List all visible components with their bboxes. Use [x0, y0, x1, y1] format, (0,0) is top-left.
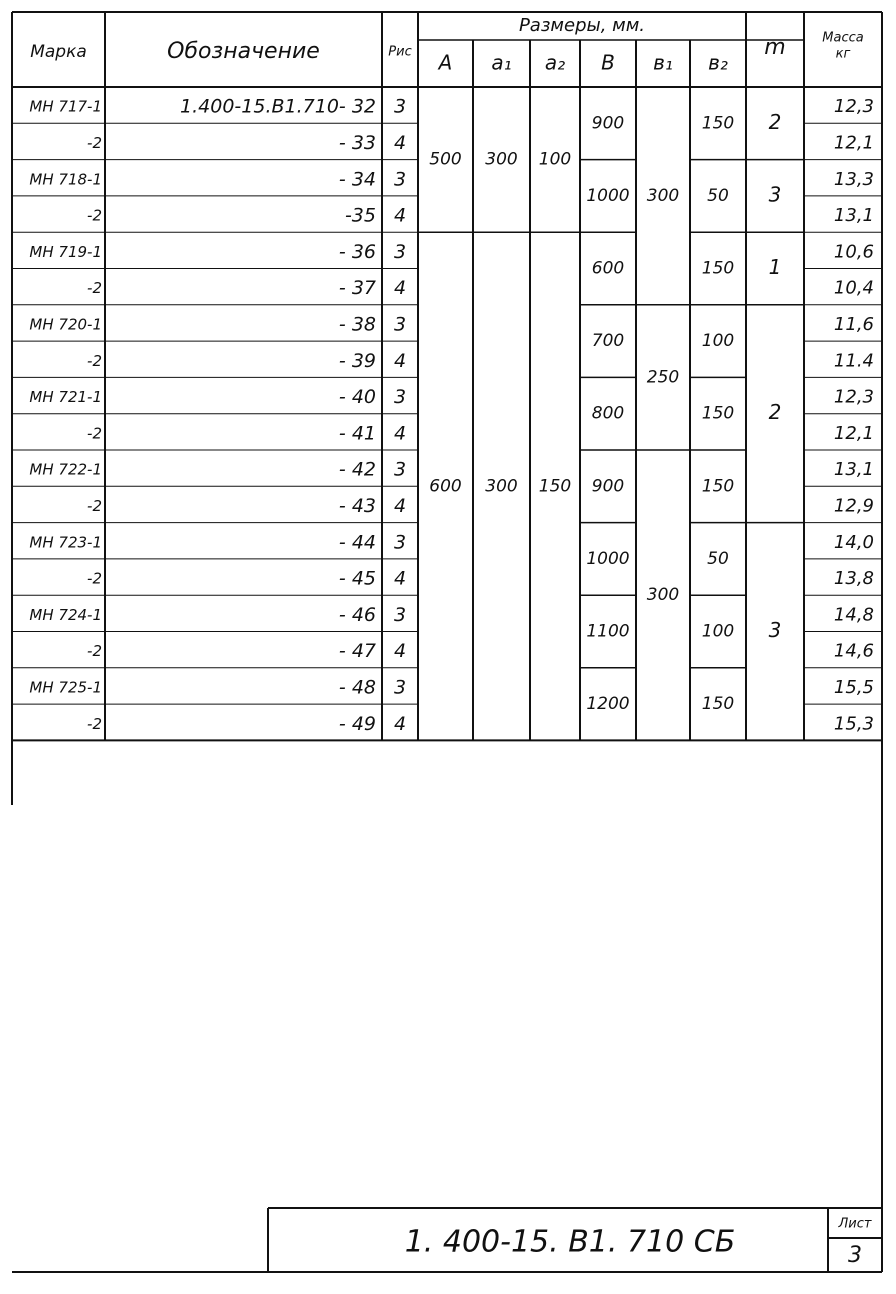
row-oboznachenie: - 40: [338, 386, 376, 409]
row-mass: 14,6: [833, 640, 874, 662]
cell-m: 3: [768, 618, 782, 642]
header-m: m: [764, 35, 786, 60]
row-mass: 10,6: [833, 241, 874, 263]
row-oboznachenie: - 49: [338, 712, 376, 735]
cell-a: 500: [429, 149, 462, 170]
cell-b2: 150: [701, 476, 735, 497]
cell-b2: 150: [701, 694, 735, 715]
row-mass: 12,1: [833, 422, 874, 444]
row-mass: 13,1: [833, 205, 874, 227]
row-ris: 3: [393, 240, 407, 263]
cell-b2: 100: [701, 621, 735, 642]
row-ris: 3: [393, 313, 407, 336]
cell-a1: 300: [485, 149, 518, 170]
cell-a2: 100: [538, 149, 572, 170]
header-col-6: в₂: [708, 50, 728, 75]
row-mass: 13,1: [833, 459, 874, 481]
row-ris: 4: [393, 131, 407, 154]
header-marka: Марка: [30, 42, 87, 62]
drawing-code: 1. 400-15. В1. 710 СБ: [404, 1224, 736, 1260]
cell-b2: 50: [707, 185, 729, 206]
row-marka: -2: [87, 351, 102, 370]
header-col-5: в₁: [653, 50, 673, 75]
cell-b: 900: [591, 113, 625, 134]
row-oboznachenie: - 48: [338, 676, 376, 699]
cell-a: 600: [429, 476, 462, 497]
cell-b1: 300: [646, 585, 680, 606]
row-oboznachenie: - 44: [338, 531, 376, 554]
cell-m: 3: [768, 182, 782, 207]
header-massa-unit: кг: [835, 46, 851, 62]
row-oboznachenie: - 38: [338, 313, 376, 336]
row-ris: 3: [393, 95, 407, 118]
cell-b: 1000: [586, 548, 630, 569]
row-mass: 10,4: [833, 277, 874, 299]
row-mass: 13,3: [833, 168, 874, 190]
row-oboznachenie: - 43: [338, 494, 376, 517]
row-oboznachenie: - 39: [338, 349, 376, 372]
row-marka: -2: [87, 206, 102, 225]
header-massa: Масса: [822, 30, 864, 46]
cell-b: 800: [591, 403, 625, 424]
row-ris: 4: [393, 349, 407, 372]
row-marka: -2: [87, 642, 102, 661]
row-ris: 4: [393, 277, 407, 300]
row-oboznachenie: - 42: [338, 458, 376, 481]
row-oboznachenie: - 47: [338, 640, 376, 663]
row-marka: МН 725-1: [29, 678, 102, 697]
row-ris: 4: [393, 640, 407, 663]
row-mass: 13,8: [833, 568, 874, 590]
row-mass: 14,8: [833, 604, 874, 626]
sheet-label: Лист: [838, 1216, 872, 1232]
row-mass: 14,0: [833, 531, 874, 553]
cell-a2: 150: [538, 476, 572, 497]
row-ris: 3: [393, 603, 407, 626]
row-mass: 12,3: [833, 96, 874, 118]
row-oboznachenie: - 33: [338, 131, 376, 154]
row-mass: 15,5: [833, 676, 874, 698]
cell-m: 2: [768, 400, 782, 425]
cell-b2: 100: [701, 331, 735, 352]
row-marka: МН 717-1: [29, 97, 102, 116]
row-oboznachenie: - 36: [338, 240, 376, 263]
row-marka: МН 723-1: [29, 533, 102, 552]
row-mass: 11,6: [833, 313, 874, 335]
header-col-3: a₂: [544, 50, 566, 75]
cell-b: 700: [591, 331, 625, 352]
cell-b: 1100: [586, 621, 630, 642]
cell-b: 900: [591, 476, 625, 497]
row-mass: 12,9: [833, 495, 874, 517]
row-marka: -2: [87, 424, 102, 443]
cell-b2: 150: [701, 403, 735, 424]
cell-a1: 300: [485, 476, 518, 497]
row-marka: МН 724-1: [29, 605, 102, 624]
sheet-number: 3: [848, 1243, 862, 1268]
row-marka: -2: [87, 569, 102, 588]
table-text: [29, 15, 874, 1268]
cell-m: 2: [768, 109, 782, 134]
header-ris: Рис: [388, 44, 412, 60]
row-oboznachenie: - 34: [338, 168, 376, 191]
row-oboznachenie: - 46: [338, 603, 376, 626]
row-oboznachenie: - 45: [338, 567, 376, 590]
row-ris: 4: [393, 712, 407, 735]
header-col-1: A: [438, 50, 453, 75]
row-marka: -2: [87, 133, 102, 152]
row-ris: 4: [393, 567, 407, 590]
table-grid: [12, 12, 882, 1272]
row-ris: 3: [393, 386, 407, 409]
header-col-4: B: [601, 50, 615, 75]
row-ris: 3: [393, 676, 407, 699]
row-marka: МН 722-1: [29, 460, 102, 479]
cell-b2: 150: [701, 258, 735, 279]
cell-b2: 150: [701, 113, 735, 134]
row-mass: 11.4: [833, 350, 874, 372]
row-oboznachenie: - 37: [338, 277, 376, 300]
row-marka: МН 718-1: [29, 170, 102, 189]
cell-b: 1200: [586, 694, 630, 715]
row-mass: 12,1: [833, 132, 874, 154]
row-ris: 4: [393, 494, 407, 517]
row-marka: -2: [87, 496, 102, 515]
header-razmery: Размеры, мм.: [518, 15, 646, 36]
cell-b: 1000: [586, 185, 630, 206]
row-mass: 15,3: [833, 713, 874, 735]
cell-b1: 300: [646, 185, 680, 206]
row-marka: МН 721-1: [29, 388, 102, 407]
cell-b2: 50: [707, 548, 729, 569]
header-oboznachenie: Обозначение: [167, 39, 320, 64]
row-marka: -2: [87, 714, 102, 733]
cell-b1: 250: [646, 367, 680, 388]
header-col-2: a₁: [491, 50, 512, 75]
row-marka: МН 719-1: [29, 242, 102, 261]
row-oboznachenie: - 41: [338, 422, 376, 445]
row-mass: 12,3: [833, 386, 874, 408]
row-ris: 3: [393, 458, 407, 481]
cell-b: 600: [591, 258, 625, 279]
row-ris: 4: [393, 422, 407, 445]
row-oboznachenie: -35: [344, 204, 376, 227]
row-marka: МН 720-1: [29, 315, 102, 334]
row-ris: 4: [393, 204, 407, 227]
cell-m: 1: [768, 255, 782, 279]
row-oboznachenie: 1.400-15.В1.710- 32: [180, 95, 376, 118]
row-marka: -2: [87, 279, 102, 298]
row-ris: 3: [393, 168, 407, 191]
row-ris: 3: [393, 531, 407, 554]
